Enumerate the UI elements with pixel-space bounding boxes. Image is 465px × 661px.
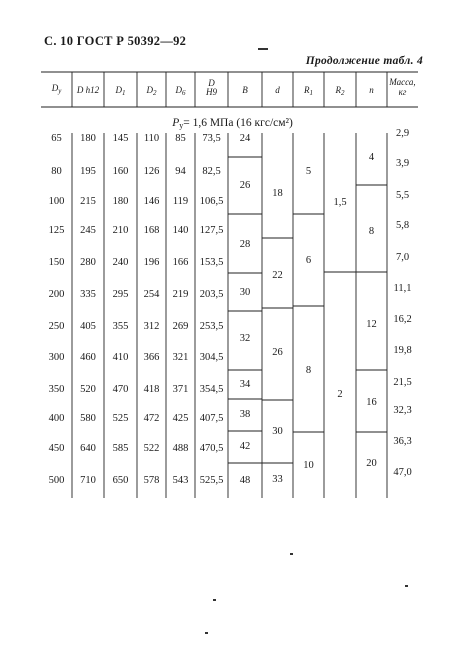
table-cell: 168: [143, 225, 160, 236]
table-cell: 65: [51, 133, 62, 144]
table-cell: 640: [80, 443, 96, 454]
cell-r1: 10: [303, 460, 314, 471]
table-cell: 520: [80, 384, 96, 395]
table-cell: 543: [172, 475, 189, 486]
table-cell: 472: [143, 413, 160, 424]
col-header-b: B: [242, 85, 248, 95]
table-cell: 153,5: [199, 257, 224, 268]
col-header-d6: $D_6$: [175, 85, 186, 97]
table-cell: 250: [48, 321, 65, 332]
col-header-r1: $R_1$: [304, 85, 313, 97]
cell-b: 38: [239, 409, 251, 420]
table-cell: 525,5: [199, 475, 224, 486]
table-continuation-label: Продолжение табл. 4: [305, 55, 423, 67]
col-header-r2: $R_2$: [335, 85, 345, 97]
table-cell: 405: [80, 321, 96, 332]
table-cell: 350: [48, 384, 65, 395]
cell-d: 26: [272, 347, 283, 358]
table-cell: 85: [175, 133, 186, 144]
cell-b: 48: [239, 475, 251, 486]
scan-speck: [290, 553, 293, 555]
cell-mass: 47,0: [393, 467, 412, 478]
table-cell: 253,5: [199, 321, 224, 332]
table-cell: 269: [172, 321, 189, 332]
table-cell: 82,5: [202, 166, 221, 177]
cell-mass: 16,2: [393, 314, 412, 325]
table-cell: 710: [80, 475, 96, 486]
cell-r1: 5: [305, 166, 312, 177]
table-cell: 119: [172, 196, 189, 207]
table-cell: 470,5: [199, 443, 224, 454]
table-cell: 410: [112, 352, 129, 363]
table-cell: 203,5: [199, 289, 224, 300]
cell-d: 30: [272, 426, 283, 437]
cell-b: 30: [239, 287, 251, 298]
cell-mass: 5,8: [395, 220, 410, 231]
table-cell: 450: [48, 443, 65, 454]
table-cell: 195: [80, 166, 96, 177]
cell-mass: 11,1: [393, 283, 412, 294]
col-header-dy: $D_у$: [51, 83, 62, 95]
table-cell: 354,5: [199, 384, 224, 395]
cell-r1: 6: [305, 255, 312, 266]
scan-speck: [213, 599, 216, 601]
table-cell: 366: [143, 352, 160, 363]
col-header-mass: Масса, кг: [389, 77, 416, 97]
cell-r2: 1,5: [333, 197, 347, 208]
table-cell: 580: [80, 413, 96, 424]
scan-speck: [405, 585, 408, 587]
cell-r2: 2: [337, 389, 343, 400]
table-cell: 73,5: [202, 133, 221, 144]
table-cell: 245: [80, 225, 96, 236]
cell-n: 20: [366, 458, 377, 469]
table-cell: 145: [112, 133, 129, 144]
table-cell: 304,5: [199, 352, 224, 363]
table-cell: 196: [143, 257, 160, 268]
cell-n: 16: [366, 397, 377, 408]
table-cell: 418: [143, 384, 160, 395]
table-cell: 400: [48, 413, 65, 424]
table-cell: 522: [143, 443, 160, 454]
table-cell: 80: [51, 166, 62, 177]
cell-b: 24: [239, 133, 251, 144]
table-cell: 240: [112, 257, 129, 268]
scan-speck: [205, 632, 208, 634]
table-cell: 578: [143, 475, 160, 486]
table-cell: 525: [112, 413, 129, 424]
col-header-d2: $D_2$: [146, 85, 157, 97]
table-cell: 180: [80, 133, 96, 144]
cell-n: 4: [368, 152, 375, 163]
cell-b: 32: [239, 333, 251, 344]
cell-mass: 21,5: [393, 377, 412, 388]
table-cell: 425: [172, 413, 189, 424]
table-cell: 500: [48, 475, 65, 486]
table-cell: 280: [80, 257, 96, 268]
col-header-n: n: [369, 85, 374, 95]
cell-b: 26: [239, 180, 251, 191]
cell-d: 33: [272, 474, 283, 485]
table-cell: 200: [48, 289, 65, 300]
cell-b: 42: [239, 441, 251, 452]
table-cell: 100: [48, 196, 65, 207]
table-cell: 215: [80, 196, 96, 207]
table-cell: 166: [172, 257, 189, 268]
cell-mass: 7,0: [395, 252, 410, 263]
cell-d: 18: [272, 188, 283, 199]
table-cell: 312: [143, 321, 160, 332]
table-cell: 110: [143, 133, 160, 144]
table-cell: 355: [112, 321, 129, 332]
table-cell: 650: [112, 475, 129, 486]
pressure-class-label: $P_у= 1,6$ МПа (16 кгс/см²): [172, 117, 293, 130]
cell-mass: 2,9: [395, 128, 410, 139]
table-cell: 126: [143, 166, 160, 177]
col-header-d-h9: D Н9: [206, 78, 217, 98]
table-cell: 585: [112, 443, 129, 454]
table-cell: 254: [143, 289, 160, 300]
table-cell: 125: [48, 225, 65, 236]
table-cell: 321: [172, 352, 189, 363]
table-cell: 371: [172, 384, 189, 395]
table-cell: 460: [80, 352, 96, 363]
cell-b: 34: [239, 379, 251, 390]
table-cell: 488: [172, 443, 189, 454]
cell-mass: 5,5: [395, 190, 410, 201]
table-cell: 407,5: [199, 413, 224, 424]
col-header-d-small: d: [275, 85, 280, 95]
table-cell: 140: [172, 225, 189, 236]
cell-mass: 19,8: [393, 345, 412, 356]
table-cell: 106,5: [199, 196, 224, 207]
col-header-d1: $D_1$: [115, 85, 126, 97]
table-cell: 219: [172, 289, 189, 300]
cell-n: 8: [368, 226, 375, 237]
table-cell: 470: [112, 384, 129, 395]
table-cell: 300: [48, 352, 65, 363]
cell-r1: 8: [305, 365, 312, 376]
table-cell: 295: [112, 289, 129, 300]
table-cell: 127,5: [199, 225, 224, 236]
cell-mass: 36,3: [393, 436, 412, 447]
table-cell: 335: [80, 289, 96, 300]
cell-n: 12: [366, 319, 377, 330]
page-header-left: С. 10 ГОСТ Р 50392—92: [44, 34, 187, 48]
table-cell: 94: [175, 166, 186, 177]
cell-b: 28: [239, 239, 251, 250]
table-cell: 150: [48, 257, 65, 268]
cell-mass: 3,9: [395, 158, 410, 169]
table-cell: 160: [112, 166, 129, 177]
col-header-d-h12: D h12: [76, 85, 100, 95]
table-cell: 146: [143, 196, 160, 207]
table-cell: 210: [112, 225, 129, 236]
cell-d: 22: [272, 270, 283, 281]
table-cell: 180: [112, 196, 129, 207]
cell-mass: 32,3: [393, 405, 412, 416]
